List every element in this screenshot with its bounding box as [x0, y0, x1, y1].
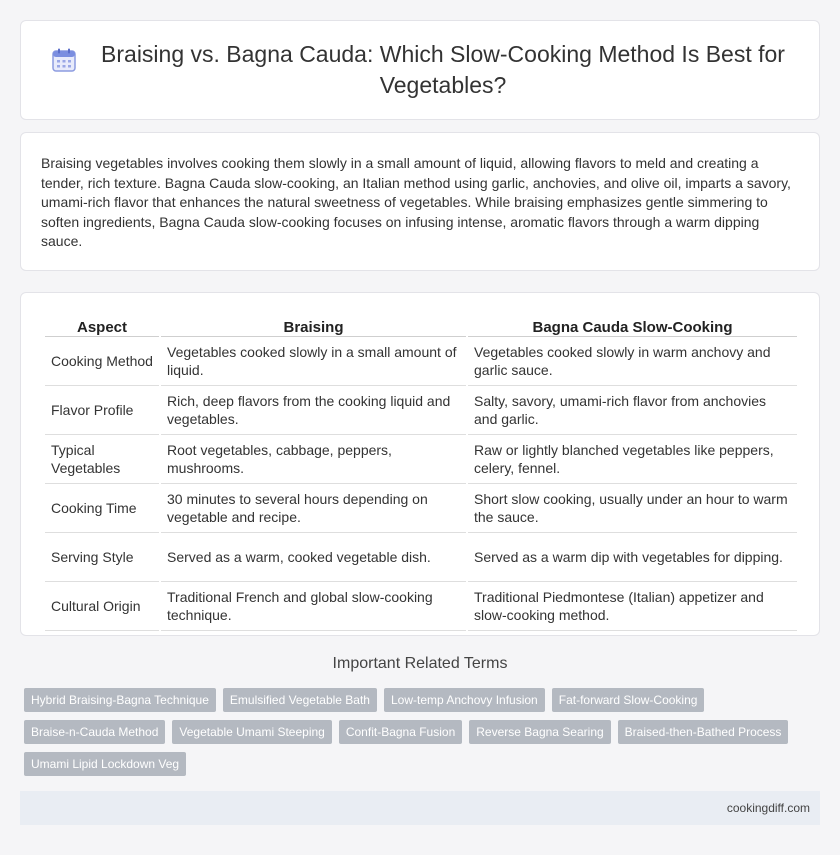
cell-braising: Served as a warm, cooked vegetable dish.	[161, 533, 466, 582]
related-terms-list	[24, 688, 814, 784]
cell-aspect: Cultural Origin	[45, 582, 159, 631]
table-row	[45, 582, 797, 631]
footer	[20, 791, 820, 825]
intro-card	[20, 132, 820, 271]
cell-aspect: Typical Vegetables	[45, 435, 159, 484]
term-tag[interactable]: Braise-n-Cauda Method	[24, 720, 165, 744]
term-tag[interactable]: Confit-Bagna Fusion	[339, 720, 462, 744]
header-bagna-cauda: Bagna Cauda Slow-Cooking	[468, 315, 797, 337]
cell-braising: Root vegetables, cabbage, peppers, mushrooms.	[161, 435, 466, 484]
term-tag[interactable]: Braised-then-Bathed Process	[618, 720, 789, 744]
header-card	[20, 20, 820, 120]
term-tag[interactable]: Hybrid Braising-Bagna Technique	[24, 688, 216, 712]
table-row	[45, 484, 797, 533]
footer-site-link[interactable]: cookingdiff.com	[726, 801, 810, 815]
table-row	[45, 337, 797, 386]
term-tag[interactable]: Vegetable Umami Steeping	[172, 720, 331, 744]
table-row	[45, 533, 797, 582]
table-row	[45, 386, 797, 435]
cell-braising: Traditional French and global slow-cooking technique.	[161, 582, 466, 631]
term-tag[interactable]: Fat-forward Slow-Cooking	[552, 688, 705, 712]
cell-bagna-cauda: Short slow cooking, usually under an hour to warm the sauce.	[468, 484, 797, 533]
cell-bagna-cauda: Raw or lightly blanched vegetables like peppers, celery, fennel.	[468, 435, 797, 484]
comparison-table	[43, 315, 799, 631]
table-row	[45, 435, 797, 484]
header-aspect: Aspect	[45, 315, 159, 337]
cell-braising: Rich, deep flavors from the cooking liquid and vegetables.	[161, 386, 466, 435]
related-terms-title: Important Related Terms	[332, 655, 508, 672]
term-tag[interactable]: Reverse Bagna Searing	[469, 720, 610, 744]
cell-aspect: Cooking Time	[45, 484, 159, 533]
cell-bagna-cauda: Traditional Piedmontese (Italian) appetizer and slow-cooking method.	[468, 582, 797, 631]
header-braising: Braising	[161, 315, 466, 337]
table-header-row	[45, 315, 797, 337]
term-tag[interactable]: Emulsified Vegetable Bath	[223, 688, 377, 712]
page-title: Braising vs. Bagna Cauda: Which Slow-Cooking Method Is Best for Vegetables?	[101, 41, 785, 98]
cell-bagna-cauda: Salty, savory, umami-rich flavor from anchovies and garlic.	[468, 386, 797, 435]
cell-aspect: Flavor Profile	[45, 386, 159, 435]
cell-braising: Vegetables cooked slowly in a small amount of liquid.	[161, 337, 466, 386]
term-tag[interactable]: Umami Lipid Lockdown Veg	[24, 752, 186, 776]
calendar-icon	[51, 47, 77, 73]
cell-braising: 30 minutes to several hours depending on vegetable and recipe.	[161, 484, 466, 533]
cell-bagna-cauda: Vegetables cooked slowly in warm anchovy and garlic sauce.	[468, 337, 797, 386]
comparison-card	[20, 292, 820, 636]
intro-paragraph: Braising vegetables involves cooking them slowly in a small amount of liquid, allowing flavors to meld and creating a tender, rich texture. Bagna Cauda slow-cooking, an Italian method using garlic, anchovies, and olive oil, imparts a savory, umami-rich flavor that enhances the natural sweetness of vegetables. While braising emphasizes gentle simmering to soften ingredients, Bagna Cauda slow-cooking focuses on infusing intense, aromatic flavors through a warm dipping sauce.	[41, 155, 791, 250]
cell-aspect: Cooking Method	[45, 337, 159, 386]
cell-bagna-cauda: Served as a warm dip with vegetables for dipping.	[468, 533, 797, 582]
cell-aspect: Serving Style	[45, 533, 159, 582]
term-tag[interactable]: Low-temp Anchovy Infusion	[384, 688, 545, 712]
